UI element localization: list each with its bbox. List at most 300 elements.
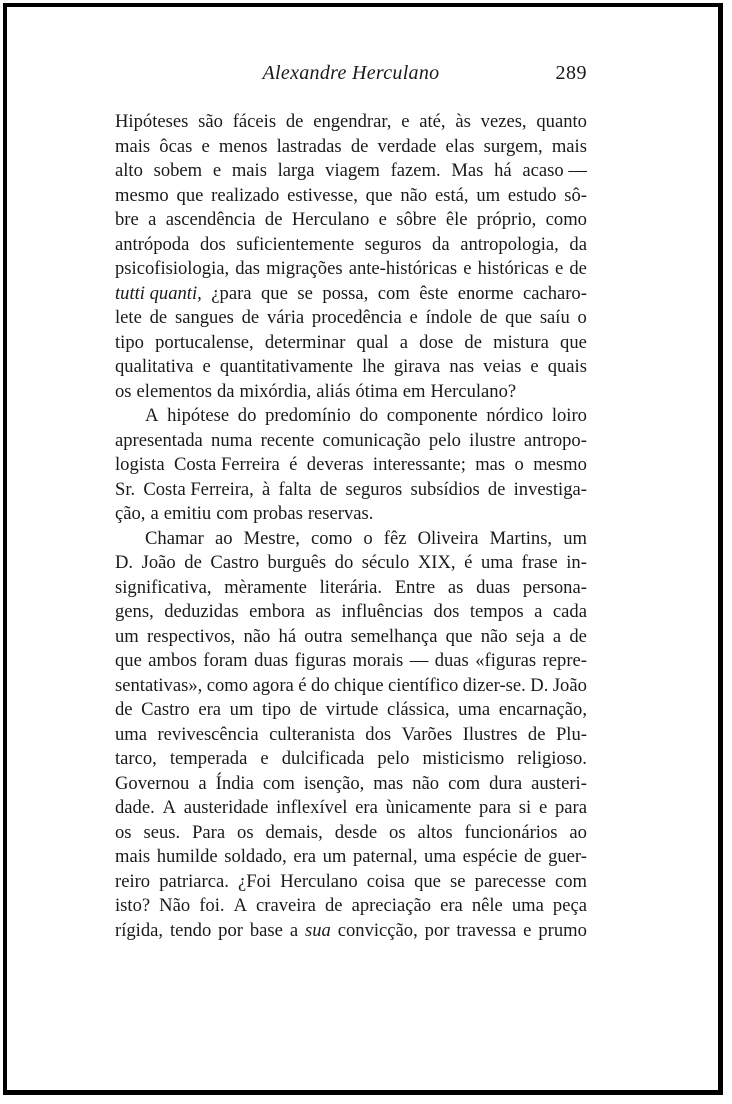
word: como (310, 527, 353, 549)
word: Chamar (145, 527, 204, 549)
word: loiro (551, 405, 587, 426)
word: à (262, 478, 271, 500)
word: de (569, 625, 587, 647)
word: probas (253, 503, 303, 524)
word: nêle (471, 895, 503, 916)
word: cacharo- (522, 282, 587, 304)
text-line (115, 894, 587, 919)
word: mais (551, 135, 587, 157)
word: suficientemente (236, 233, 355, 255)
word: com (377, 282, 410, 304)
word: elementos (136, 380, 212, 402)
text-line (115, 282, 587, 307)
word: embora (249, 601, 305, 622)
word: com (448, 772, 481, 794)
word: isto? (115, 895, 151, 916)
word: Costa Ferreira (173, 454, 280, 475)
word: fáceis (232, 111, 277, 132)
word: A (233, 895, 247, 916)
word: se (297, 282, 313, 304)
word: travessa (456, 919, 517, 941)
word: de (523, 846, 542, 867)
word: nas (449, 356, 475, 377)
word: índole (425, 307, 473, 328)
word: por (218, 919, 243, 941)
word: investiga- (513, 478, 587, 500)
word: se (450, 870, 466, 892)
word: espécie (462, 846, 518, 867)
word: de (299, 699, 318, 720)
word: as (315, 601, 331, 622)
word: guer- (548, 846, 587, 867)
word: do (359, 405, 379, 426)
word: mais (115, 135, 151, 157)
word: Entre (394, 576, 436, 598)
word: sentativas», (115, 674, 203, 696)
word: isenção, (303, 772, 365, 794)
word: tipo (115, 331, 144, 353)
text-line (115, 208, 587, 233)
word: Oliveira (417, 527, 479, 549)
word: que (365, 184, 393, 206)
word: que (115, 650, 142, 671)
word: um (476, 184, 501, 206)
word: de (149, 307, 168, 328)
text-line (115, 576, 587, 601)
word: que (414, 870, 441, 892)
word: não (412, 772, 440, 794)
word: mesmo (115, 184, 169, 206)
word: Castro (141, 699, 190, 720)
word: o (577, 307, 587, 328)
word: nórdico (486, 405, 544, 426)
word: determinar (264, 331, 346, 353)
word: Herculano (280, 870, 358, 892)
word: seguros (345, 478, 403, 500)
word: mèramente (224, 576, 307, 598)
word: alto (115, 160, 143, 181)
word: Castro (210, 552, 259, 573)
text-line (115, 527, 587, 552)
word: XIX, (417, 552, 456, 573)
word: a (552, 625, 562, 647)
text-line (115, 870, 587, 895)
word: aliás (316, 380, 351, 402)
word: é (298, 674, 307, 696)
word: e (530, 356, 539, 377)
word: e (523, 919, 532, 941)
word: austeri- (531, 772, 587, 794)
word: humilde (156, 846, 218, 867)
word: Para (192, 821, 226, 843)
word: do (310, 674, 330, 696)
text-line (115, 429, 587, 454)
word: dos (199, 233, 226, 255)
text-line (115, 184, 587, 209)
word: para (479, 797, 512, 818)
word: Martins, (489, 527, 553, 549)
word: a (534, 601, 543, 622)
word: interessante; (372, 454, 466, 475)
word: Sr. (115, 478, 136, 500)
word: viagem (325, 160, 380, 181)
word: e (260, 748, 269, 769)
word: de (241, 307, 260, 328)
word: significativa, (115, 576, 212, 598)
word: pelo (428, 429, 461, 451)
word: repre- (542, 650, 587, 671)
word: que (505, 307, 533, 328)
word: larga (277, 160, 315, 181)
word: religioso. (517, 748, 587, 769)
word: o (363, 527, 373, 549)
word: qual (356, 331, 389, 353)
paragraph (115, 110, 587, 404)
word: D. (115, 552, 134, 573)
word: duas (476, 576, 511, 598)
word: convicção, (337, 919, 418, 941)
text-line (115, 331, 587, 356)
word: migrações (266, 258, 343, 279)
running-title: Alexandre Herculano (262, 62, 440, 84)
word: realizado (211, 184, 280, 206)
word: João (552, 674, 587, 696)
word: dos (365, 723, 392, 745)
word: um (322, 846, 347, 867)
word: D. (530, 674, 549, 696)
word: craveira (256, 895, 316, 916)
word: sô- (564, 184, 587, 206)
word: ção, (115, 503, 146, 524)
word: ¿para (211, 282, 252, 304)
word: cada (552, 601, 587, 622)
word: da (432, 233, 450, 255)
word: de (319, 478, 338, 500)
word: agora (252, 674, 294, 696)
text-line (115, 698, 587, 723)
word: «figuras (475, 650, 537, 671)
word: Ilustres (462, 723, 518, 745)
word: revivescência (157, 723, 259, 745)
word: chique (334, 674, 384, 696)
word: ôcas (159, 135, 193, 157)
paragraph (115, 404, 587, 527)
word: Índia (215, 772, 254, 794)
word: uma (458, 699, 491, 720)
text-line (115, 551, 587, 576)
word: menos (218, 135, 268, 157)
word: apresentada (115, 429, 203, 451)
word: Costa Ferreira, (143, 478, 254, 500)
word: prumo (538, 919, 587, 941)
word: psicofisiologia, (115, 258, 230, 279)
word: que (261, 282, 288, 304)
word: não (400, 184, 428, 206)
running-head (115, 60, 587, 92)
word: dade. (115, 797, 155, 818)
word: de (569, 258, 587, 279)
word: tendo (169, 919, 212, 941)
word: predomínio (265, 405, 351, 426)
word: emitiu (163, 503, 212, 524)
word: há (278, 625, 297, 647)
word: ao (569, 821, 587, 843)
word: fêz (383, 527, 407, 549)
word: de (285, 111, 304, 132)
text-line (115, 796, 587, 821)
word: temperada (169, 748, 248, 769)
word: literária. (319, 576, 383, 598)
word: peça (552, 895, 587, 916)
word: são (198, 111, 223, 132)
word: seus. (143, 821, 181, 843)
word: de (324, 895, 343, 916)
word: funcionários (464, 821, 558, 843)
word: de (350, 135, 369, 157)
word: até, (419, 111, 446, 132)
text-line (115, 821, 587, 846)
text-line (115, 355, 587, 380)
word: Mestre, (243, 527, 300, 549)
word: influências (341, 601, 423, 622)
word: desde (334, 821, 378, 843)
word: possa, (322, 282, 369, 304)
word: uma (511, 895, 544, 916)
word: e (554, 258, 564, 279)
word: da (216, 380, 235, 402)
word: êle (445, 209, 468, 230)
word: semelhança (350, 625, 438, 647)
word: veias (483, 356, 522, 377)
word: com (216, 503, 249, 524)
word: verdade (377, 135, 437, 157)
text-line (115, 845, 587, 870)
word: como (545, 209, 587, 230)
word: quais (547, 356, 587, 377)
word: que (445, 625, 473, 647)
word: misticismo (422, 748, 505, 769)
word: lete (115, 307, 142, 328)
word: está, (434, 184, 469, 206)
word: mais (231, 160, 267, 181)
word: acaso — (522, 160, 587, 181)
word: e (463, 258, 472, 279)
word: de (264, 209, 283, 230)
word: gens, (115, 601, 154, 622)
word: século (361, 552, 410, 573)
word: coisa (366, 870, 405, 892)
word: parecesse (474, 870, 546, 892)
word: sua (304, 919, 331, 941)
word: — (409, 650, 429, 671)
word: comunicação (322, 429, 421, 451)
text-line (115, 306, 587, 331)
word: girava (393, 356, 441, 377)
word: inflexível (276, 797, 348, 818)
word: duas (254, 650, 289, 671)
word: era (198, 699, 222, 720)
word: hipótese (167, 405, 230, 426)
text-line (115, 723, 587, 748)
word: em (402, 380, 426, 402)
word: figuras (294, 650, 347, 671)
word: ótima (355, 380, 398, 402)
word: e (202, 356, 211, 377)
word: soldado, (224, 846, 287, 867)
word: mas (373, 772, 404, 794)
word: elas (445, 135, 475, 157)
word: um (563, 527, 587, 549)
word: estivesse, (287, 184, 358, 206)
word: persona- (522, 576, 587, 598)
word: ao (214, 527, 233, 549)
word: sangues (174, 307, 234, 328)
word: de (464, 331, 482, 353)
word: foi. (199, 895, 225, 916)
word: e (409, 307, 418, 328)
text-line (115, 233, 587, 258)
word: que (560, 331, 587, 353)
word: os (389, 821, 406, 843)
word: por (424, 919, 450, 941)
word: seja (515, 625, 545, 647)
word: paternal, (352, 846, 418, 867)
word: logista (115, 454, 165, 475)
word: de (184, 552, 202, 573)
word: surgem, (483, 135, 543, 157)
word: com (554, 870, 587, 892)
word: ante-históricas (348, 258, 458, 279)
word: vária (266, 307, 305, 328)
word: a (399, 331, 408, 353)
word: numa (211, 429, 253, 451)
word: saíu (539, 307, 570, 328)
word: demais, (265, 821, 323, 843)
word: in- (566, 552, 587, 573)
word: dos (433, 601, 460, 622)
word: históricas (477, 258, 549, 279)
word: frase (521, 552, 558, 573)
word: tutti quanti, (115, 282, 202, 304)
word: a (150, 503, 159, 524)
word: componente (386, 405, 478, 426)
word: falta (278, 478, 312, 500)
word: tarco, (115, 748, 157, 769)
word: antrópoda (115, 233, 190, 255)
text-line (115, 110, 587, 135)
word: como (206, 674, 249, 696)
word: e (401, 111, 410, 132)
word: engendrar, (313, 111, 392, 132)
word: ascendência (165, 209, 256, 230)
word: uma (480, 552, 513, 573)
word: outra (304, 625, 343, 647)
word: mistura (493, 331, 549, 353)
word: tipo (262, 699, 291, 720)
word: encarnação, (498, 699, 587, 720)
word: a (148, 209, 157, 230)
word: respectivos, (146, 625, 236, 647)
word: vezes, (480, 111, 527, 132)
word: não (243, 625, 271, 647)
word: e (538, 797, 548, 818)
text-line (115, 747, 587, 772)
word: com (262, 772, 295, 794)
text-line (115, 919, 587, 944)
word: apreciação (351, 895, 432, 916)
word: é (464, 552, 473, 573)
text-line (115, 404, 587, 429)
word: ¿Foi (238, 870, 272, 892)
word: João (141, 552, 176, 573)
word: sôbre (396, 209, 437, 230)
word: fazem. (390, 160, 441, 181)
word: que (176, 184, 204, 206)
body-text (115, 110, 587, 943)
word: virtude (325, 699, 379, 720)
word: recente (260, 429, 315, 451)
word: um (115, 625, 139, 647)
word: Varões (401, 723, 453, 745)
word: e (201, 135, 210, 157)
page-number: 289 (555, 62, 587, 84)
text-line (115, 502, 587, 527)
word: dizer-se. (462, 674, 526, 696)
word: os (237, 821, 254, 843)
word: de (115, 699, 133, 720)
word: do (237, 405, 257, 426)
word: ùnicamente (385, 797, 472, 818)
text-line (115, 674, 587, 699)
word: lastradas (276, 135, 342, 157)
word: Plu- (555, 723, 587, 745)
text-line (115, 257, 587, 282)
word: ambos (148, 650, 197, 671)
word: ilustre (469, 429, 516, 451)
word: era (440, 895, 463, 916)
word: Herculano? (430, 380, 517, 402)
word: mixórdia, (239, 380, 312, 402)
word: há (494, 160, 512, 181)
word: científico (388, 674, 459, 696)
word: os (115, 380, 132, 402)
word: Governou (115, 772, 190, 794)
word: não (480, 625, 508, 647)
word: A (145, 405, 159, 426)
word: uma (115, 723, 148, 745)
word: às (455, 111, 471, 132)
word: foram (203, 650, 248, 671)
word: duas (434, 650, 469, 671)
word: rígida, (115, 919, 164, 941)
word: dose (419, 331, 454, 353)
word: do (334, 552, 354, 573)
word: a (198, 772, 207, 794)
word: mas (475, 454, 506, 475)
word: Mas (451, 160, 484, 181)
text-line (115, 453, 587, 478)
word: deveras (306, 454, 364, 475)
word: de (527, 723, 546, 745)
word: burguês (267, 552, 327, 573)
word: subsídios (410, 478, 480, 500)
word: reservas. (307, 503, 374, 524)
word: austeridade (183, 797, 269, 818)
word: das (235, 258, 261, 279)
word: estudo (507, 184, 557, 206)
word: as (447, 576, 464, 598)
text-line (115, 135, 587, 160)
